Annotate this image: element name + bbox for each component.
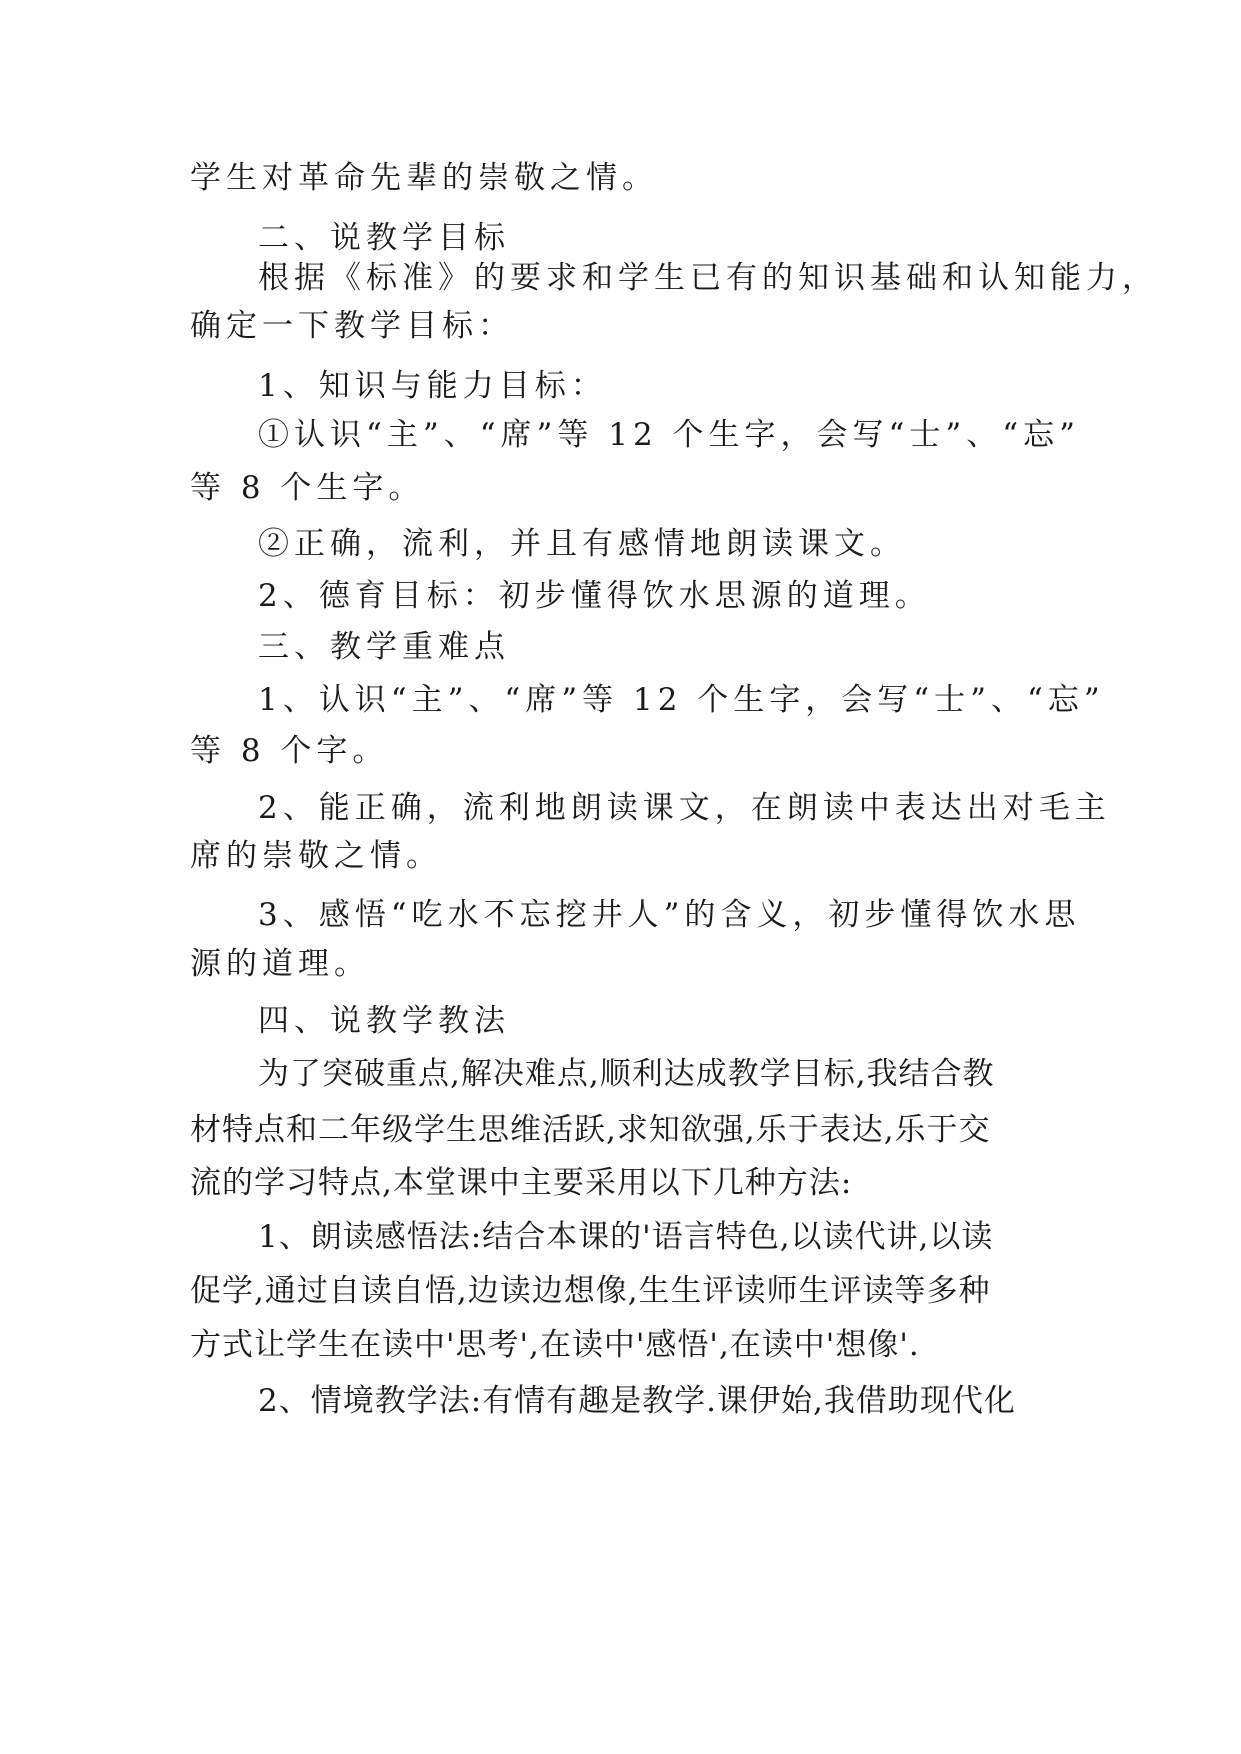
section-heading: 三、教学重难点	[258, 629, 510, 665]
text-line: 学生对革命先辈的崇敬之情。	[190, 160, 658, 196]
section-heading: 二、说教学目标	[258, 220, 510, 256]
text-line: ②正确，流利，并且有感情地朗读课文。	[258, 526, 906, 562]
text-line: ①认识“主”、“席”等 12 个生字，会写“士”、“忘”	[258, 417, 1080, 453]
text-line: 根据《标准》的要求和学生已有的知识基础和认知能力，	[258, 260, 1158, 296]
text-line: 2、情境教学法:有情有趣是教学.课伊始,我借助现代化	[258, 1383, 1016, 1419]
text-line: 2、能正确，流利地朗读课文，在朗读中表达出对毛主	[258, 790, 1111, 826]
text-line: 促学,通过自读自悟,边读边想像,生生评读师生评读等多种	[190, 1273, 991, 1309]
text-line: 为了突破重点,解决难点,顺利达成教学目标,我结合教	[258, 1056, 995, 1092]
text-line: 材特点和二年级学生思维活跃,求知欲强,乐于表达,乐于交	[190, 1112, 991, 1148]
text-line: 1、朗读感悟法:结合本课的'语言特色,以读代讲,以读	[258, 1219, 994, 1255]
text-line: 等 8 个生字。	[190, 470, 425, 506]
text-line: 1、认识“主”、“席”等 12 个生字，会写“士”、“忘”	[258, 682, 1105, 718]
text-line: 席的崇敬之情。	[190, 838, 442, 874]
text-line: 源的道理。	[190, 946, 370, 982]
section-heading: 四、说教学教法	[258, 1003, 510, 1039]
text-line: 方式让学生在读中'思考',在读中'感悟',在读中'想像'.	[190, 1327, 920, 1363]
text-line: 流的学习特点,本堂课中主要采用以下几种方法:	[190, 1165, 853, 1201]
text-line: 确定一下教学目标：	[190, 308, 514, 344]
text-line: 等 8 个字。	[190, 733, 389, 769]
subheading: 1、知识与能力目标：	[258, 368, 607, 404]
text-line: 3、感悟“吃水不忘挖井人”的含义，初步懂得饮水思	[258, 897, 1081, 933]
text-line: 2、德育目标：初步懂得饮水思源的道理。	[258, 578, 931, 614]
